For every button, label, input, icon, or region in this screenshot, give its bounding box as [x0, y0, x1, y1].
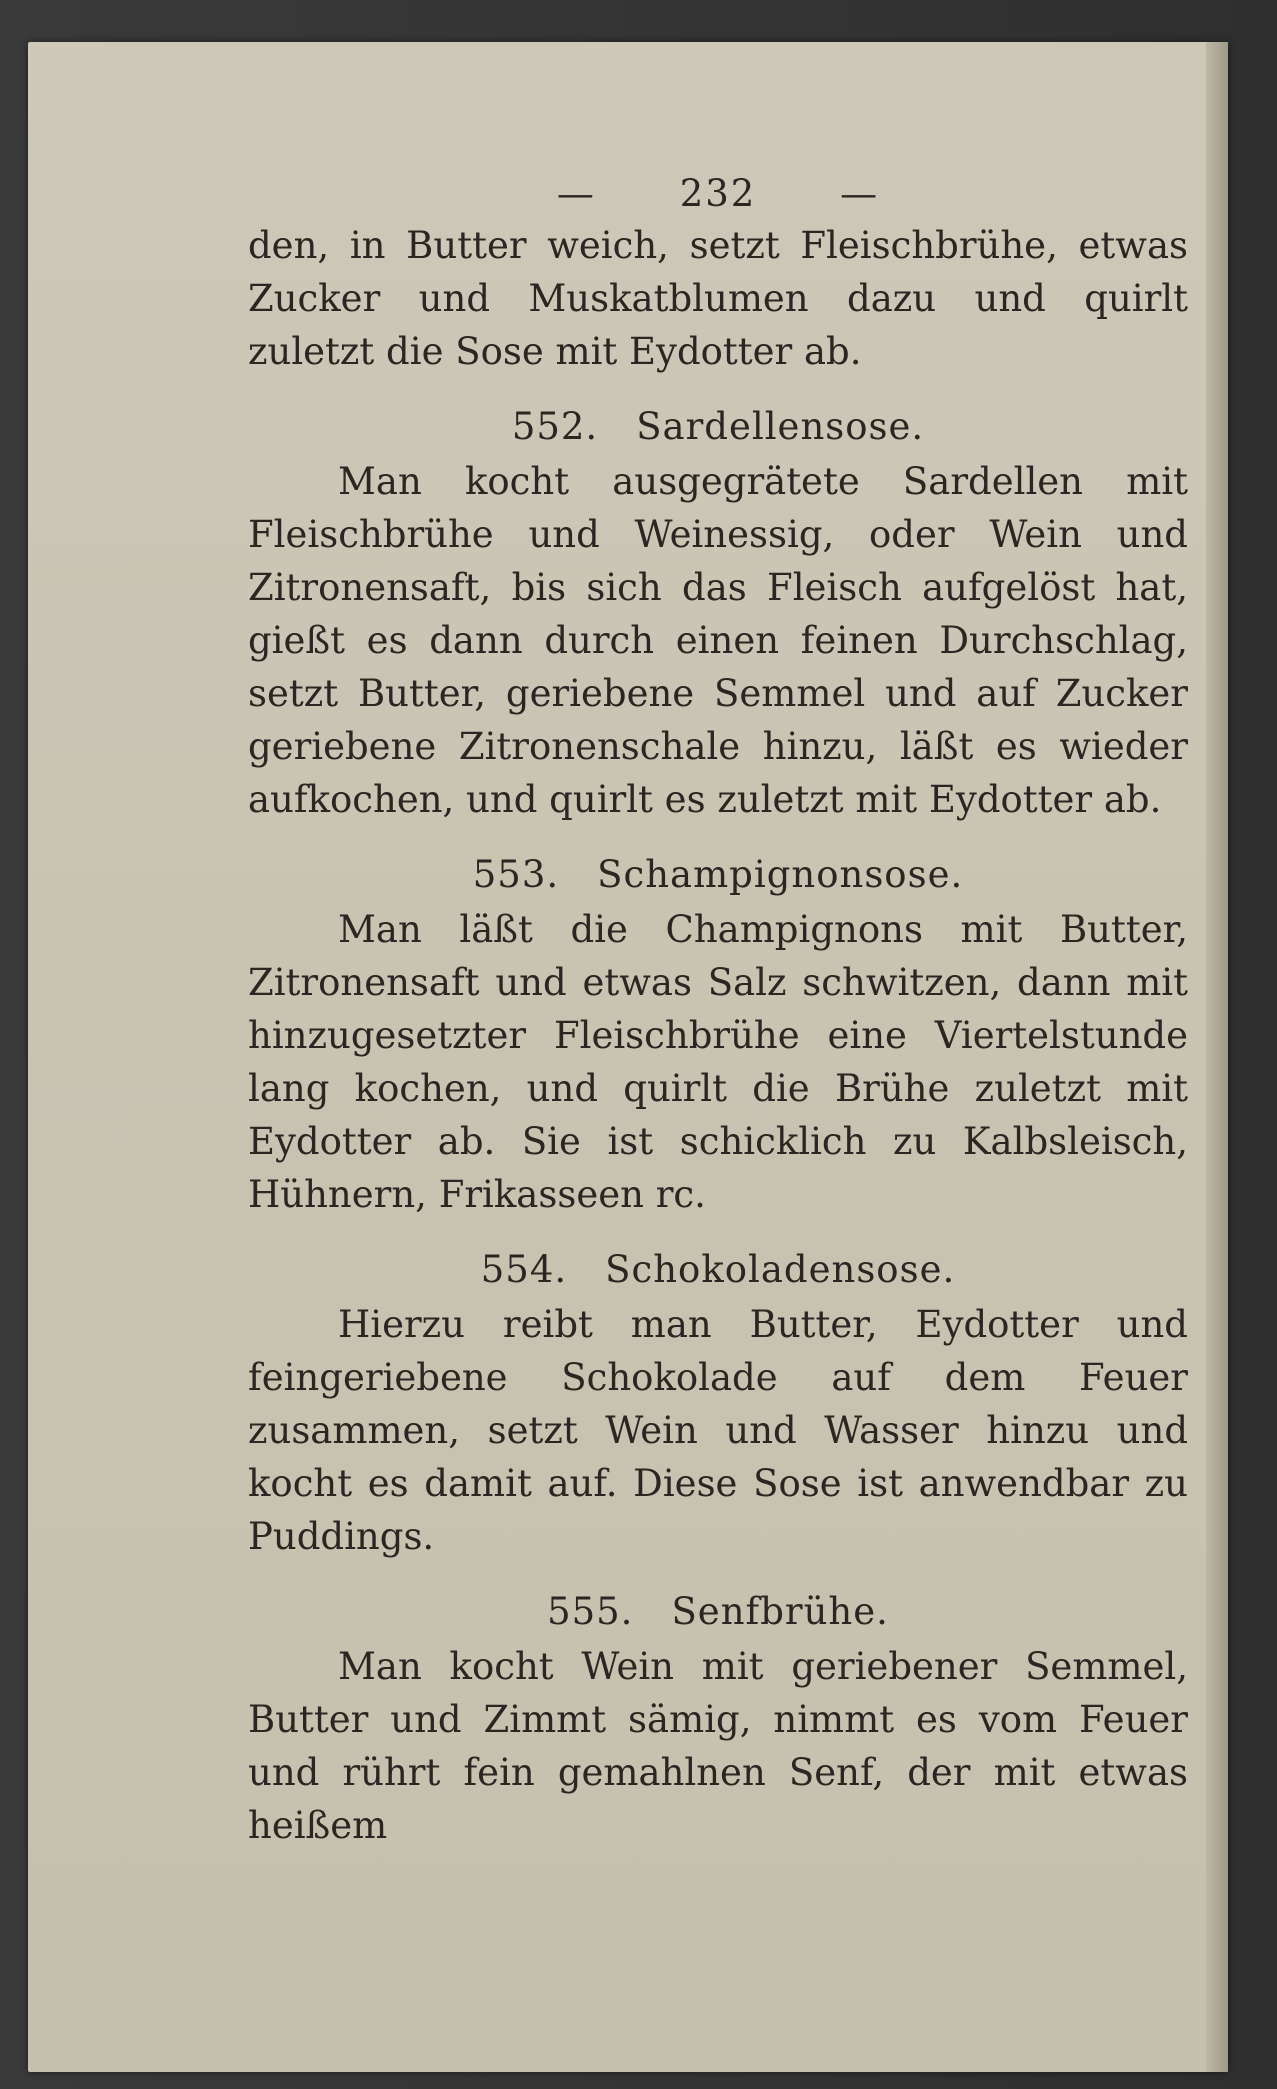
- header-dash-left: —: [556, 172, 596, 215]
- recipe-heading: [248, 1243, 1188, 1296]
- recipe-heading: [248, 400, 1188, 453]
- recipe-heading: [248, 848, 1188, 901]
- recipe-text: Man kocht Wein mit geriebener Semmel, Butter und Zimmt sämig, nimmt es vom Feuer und rührt fein gemahlnen Senf, der mit etwas heißem: [248, 1645, 1188, 1847]
- recipe-text: Man läßt die Champignons mit Butter, Zitronensaft und etwas Salz schwitzen, dann mit hinzugesetzter Fleischbrühe eine Viertelstunde lang kochen, und quirlt die Brühe zuletzt mit Eydotter ab. Sie ist schicklich zu Kalbsleisch, Hühnern, Frikasseen rc.: [248, 908, 1188, 1216]
- recipe-number: 552.: [511, 405, 599, 448]
- intro-paragraph: den, in Butter weich, setzt Fleischbrühe, etwas Zucker und Muskatblumen dazu und quirlt zuletzt die Sose mit Eydotter ab.: [248, 224, 1188, 373]
- recipe-number: 554.: [480, 1248, 568, 1291]
- recipe-title: Senfbrühe.: [671, 1590, 889, 1633]
- recipe-heading: [248, 1585, 1188, 1638]
- recipe-number: 553.: [472, 853, 560, 896]
- page-header: [248, 167, 1188, 217]
- recipe-number: 555.: [547, 1590, 634, 1633]
- book-page: [28, 42, 1228, 2072]
- recipe-text: Man kocht ausgegrätete Sardellen mit Fleischbrühe und Weinessig, oder Wein und Zitronensaft, bis sich das Fleisch aufgelöst hat, gießt es dann durch einen feinen Durchschlag, setzt Butter, geriebene Semmel und auf Zucker geriebene Zitronenschale hinzu, läßt es wieder aufkochen, und quirlt es zuletzt mit Eydotter ab.: [248, 460, 1188, 821]
- recipe-text: Hierzu reibt man Butter, Eydotter und feingeriebene Schokolade auf dem Feuer zusammen, setzt Wein und Wasser hinzu und kocht es damit auf. Diese Sose ist anwendbar zu Puddings.: [248, 1303, 1188, 1558]
- header-dash-right: —: [840, 172, 880, 215]
- recipe-title: Sardellensose.: [636, 405, 925, 448]
- recipe-title: Schokoladensose.: [605, 1248, 956, 1291]
- page-edge: [1206, 42, 1228, 2072]
- recipe-title: Schampignonsose.: [597, 853, 964, 896]
- page-content: [248, 167, 1188, 1852]
- page-number: 232: [679, 172, 757, 215]
